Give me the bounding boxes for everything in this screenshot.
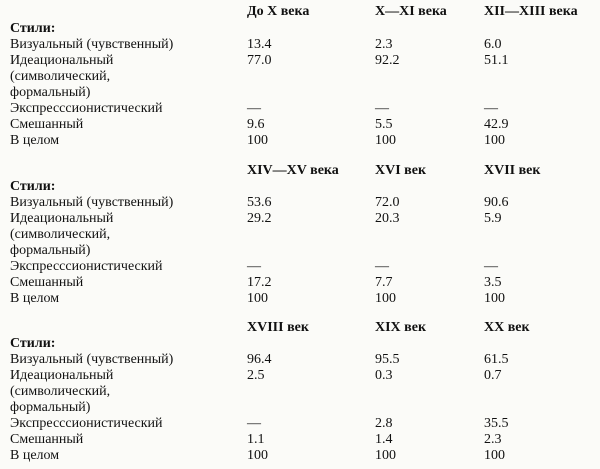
section-2-styles-row	[0, 179, 600, 195]
section-1-expressionistic-3: —	[484, 101, 498, 116]
section-3-total-1: 100	[247, 448, 268, 463]
section-2-ideational-row-2	[0, 227, 600, 243]
ideational-label-3: формальный)	[10, 85, 91, 100]
section-3-expressionistic-3: 35.5	[484, 416, 509, 431]
mixed-label: Смешанный	[10, 117, 84, 132]
section-3-header-2: XIX век	[375, 320, 427, 335]
section-1-total-3: 100	[484, 133, 505, 148]
ideational-label-3: формальный)	[10, 243, 91, 258]
section-3-total-2: 100	[375, 448, 396, 463]
section-1-mixed-1: 9.6	[247, 117, 265, 132]
section-1-mixed-row	[0, 117, 600, 133]
visual-label: Визуальный (чувственный)	[10, 195, 174, 210]
section-3-expressionistic-2: 2.8	[375, 416, 393, 431]
section-3-header-1: XVIII век	[247, 320, 309, 335]
section-2-visual-1: 53.6	[247, 195, 272, 210]
section-2-expressionistic-3: —	[484, 259, 498, 274]
styles-label: Стили:	[10, 179, 56, 194]
section-1-visual-1: 13.4	[247, 37, 272, 52]
section-2-mixed-row	[0, 275, 600, 291]
section-1-total-row	[0, 133, 600, 149]
section-3-mixed-1: 1.1	[247, 432, 265, 447]
visual-label: Визуальный (чувственный)	[10, 37, 174, 52]
section-2-total-3: 100	[484, 291, 505, 306]
section-3-visual-1: 96.4	[247, 352, 272, 367]
section-3-ideational-1: 2.5	[247, 368, 265, 383]
section-3-total-3: 100	[484, 448, 505, 463]
section-1-ideational-2: 92.2	[375, 53, 400, 68]
section-1-ideational-row-3	[0, 85, 600, 101]
section-1-ideational-row-2	[0, 69, 600, 85]
section-1-visual-row	[0, 37, 600, 53]
section-1-total-2: 100	[375, 133, 396, 148]
section-2-visual-3: 90.6	[484, 195, 509, 210]
section-3-visual-2: 95.5	[375, 352, 400, 367]
mixed-label: Смешанный	[10, 432, 84, 447]
section-1	[0, 0, 600, 155]
mixed-label: Смешанный	[10, 275, 84, 290]
ideational-label-3: формальный)	[10, 400, 91, 415]
section-3-ideational-row-2	[0, 384, 600, 400]
section-2-visual-row	[0, 195, 600, 211]
section-2-ideational-row-3	[0, 243, 600, 259]
total-label: В целом	[10, 133, 60, 148]
section-3-total-row	[0, 448, 600, 464]
section-2-ideational-2: 20.3	[375, 211, 400, 226]
section-1-expressionistic-row	[0, 101, 600, 117]
total-label: В целом	[10, 448, 60, 463]
section-2-total-1: 100	[247, 291, 268, 306]
expressionistic-label: Экспресссионистический	[10, 101, 163, 116]
section-3-mixed-3: 2.3	[484, 432, 502, 447]
section-2-expressionistic-2: —	[375, 259, 389, 274]
section-2-header-1: XIV—XV века	[247, 163, 339, 178]
ideational-label-2: (символический,	[10, 384, 111, 399]
section-2-ideational-row	[0, 211, 600, 227]
section-2-mixed-2: 7.7	[375, 275, 393, 290]
ideational-label-2: (символический,	[10, 69, 111, 84]
section-1-styles-row	[0, 21, 600, 37]
section-3-styles-row	[0, 336, 600, 352]
section-2-ideational-1: 29.2	[247, 211, 272, 226]
section-2	[0, 158, 600, 308]
section-3-expressionistic-1: —	[247, 416, 261, 431]
section-3-visual-row	[0, 352, 600, 368]
styles-label: Стили:	[10, 336, 56, 351]
section-2-total-2: 100	[375, 291, 396, 306]
section-1-visual-3: 6.0	[484, 37, 502, 52]
section-1-total-1: 100	[247, 133, 268, 148]
expressionistic-label: Экспресссионистический	[10, 259, 163, 274]
section-3-ideational-row	[0, 368, 600, 384]
section-2-mixed-1: 17.2	[247, 275, 272, 290]
section-1-mixed-3: 42.9	[484, 117, 509, 132]
section-2-mixed-3: 3.5	[484, 275, 502, 290]
ideational-label-2: (символический,	[10, 227, 111, 242]
ideational-label-1: Идеациональный	[10, 53, 114, 68]
section-3-mixed-2: 1.4	[375, 432, 393, 447]
section-1-header-2: X—XI века	[375, 4, 447, 19]
section-1-header-3: XII—XIII века	[484, 4, 578, 19]
section-3-header-3: XX век	[484, 320, 530, 335]
section-3-visual-3: 61.5	[484, 352, 509, 367]
section-3-expressionistic-row	[0, 416, 600, 432]
section-2-expressionistic-1: —	[247, 259, 261, 274]
section-1-ideational-3: 51.1	[484, 53, 509, 68]
section-3	[0, 316, 600, 469]
total-label: В целом	[10, 291, 60, 306]
section-2-header-2: XVI век	[375, 163, 427, 178]
ideational-label-1: Идеациональный	[10, 368, 114, 383]
section-1-ideational-1: 77.0	[247, 53, 272, 68]
section-2-visual-2: 72.0	[375, 195, 400, 210]
section-2-ideational-3: 5.9	[484, 211, 502, 226]
section-2-expressionistic-row	[0, 259, 600, 275]
section-1-expressionistic-2: —	[375, 101, 389, 116]
section-1-header-1: До X века	[247, 4, 310, 19]
section-1-expressionistic-1: —	[247, 101, 261, 116]
ideational-label-1: Идеациональный	[10, 211, 114, 226]
section-3-ideational-2: 0.3	[375, 368, 393, 383]
section-3-ideational-row-3	[0, 400, 600, 416]
section-2-total-row	[0, 291, 600, 307]
section-2-header-3: XVII век	[484, 163, 541, 178]
section-1-visual-2: 2.3	[375, 37, 393, 52]
visual-label: Визуальный (чувственный)	[10, 352, 174, 367]
section-1-ideational-row	[0, 53, 600, 69]
section-1-mixed-2: 5.5	[375, 117, 393, 132]
section-3-mixed-row	[0, 432, 600, 448]
section-3-ideational-3: 0.7	[484, 368, 502, 383]
styles-label: Стили:	[10, 21, 56, 36]
expressionistic-label: Экспресссионистический	[10, 416, 163, 431]
